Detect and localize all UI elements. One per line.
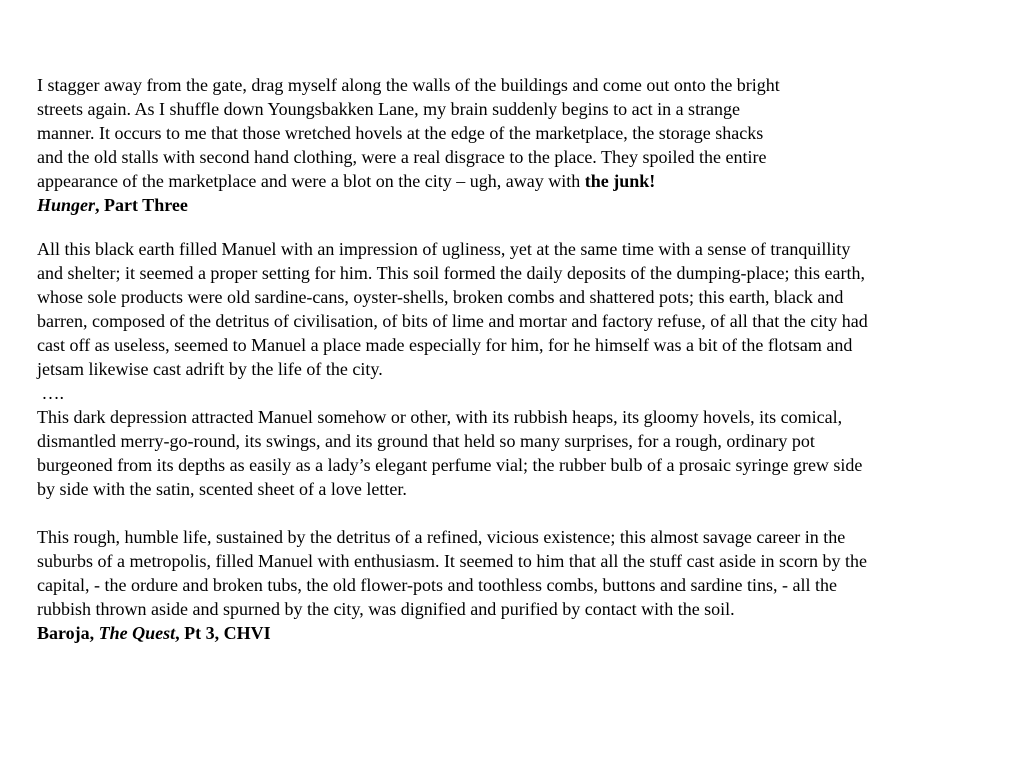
text-line: This dark depression attracted Manuel somehow or other, with its rubbish heaps, its gloomy hovels, its comical, [37,407,843,427]
quest-passage [37,237,868,645]
citation-author: Baroja, [37,623,99,643]
citation-rest: , Part Three [95,195,188,215]
text-line: rubbish thrown aside and spurned by the city, was dignified and purified by contact with the soil. [37,599,735,619]
text-line: and the old stalls with second hand clothing, were a real disgrace to the place. They spoiled the entire [37,147,767,167]
text-line: and shelter; it seemed a proper setting for him. This soil formed the daily deposits of the dumping-place; this earth, [37,263,865,283]
text-line: All this black earth filled Manuel with an impression of ugliness, yet at the same time with a sense of tranquillity [37,239,851,259]
citation-title: Hunger [37,195,96,215]
text-line: This rough, humble life, sustained by the detritus of a refined, vicious existence; this almost savage career in the [37,527,846,547]
emphasis-text: the junk! [584,171,656,191]
text-line: by side with the satin, scented sheet of a love letter. [37,479,407,499]
text-line: whose sole products were old sardine-cans, oyster-shells, broken combs and shattered pots; this earth, black and [37,287,844,307]
text-line: barren, composed of the detritus of civilisation, of bits of lime and mortar and factory refuse, of all that the city had [37,311,868,331]
citation-hunger [37,193,780,217]
text-line: capital, - the ordure and broken tubs, the old flower-pots and toothless combs, buttons and sardine tins, - all the [37,575,837,595]
citation-title: The Quest [98,623,176,643]
text-line: jetsam likewise cast adrift by the life of the city. [37,359,383,379]
citation-quest [37,621,868,645]
text-line: manner. It occurs to me that those wretched hovels at the edge of the marketplace, the storage shacks [37,123,764,143]
text-line: I stagger away from the gate, drag myself along the walls of the buildings and come out onto the bright [37,75,780,95]
blank-line [37,501,868,525]
text-line: suburbs of a metropolis, filled Manuel with enthusiasm. It seemed to him that all the stuff cast aside in scorn by the [37,551,868,571]
ellipsis: …. [37,383,64,403]
citation-rest: , Pt 3, CHVI [175,623,271,643]
text-line [37,169,780,193]
text-line: dismantled merry-go-round, its swings, and its ground that held so many surprises, for a rough, ordinary pot [37,431,815,451]
hunger-passage [37,73,780,217]
text-line: streets again. As I shuffle down Youngsbakken Lane, my brain suddenly begins to act in a strange [37,99,741,119]
text-line: burgeoned from its depths as easily as a lady’s elegant perfume vial; the rubber bulb of a prosaic syringe grew side [37,455,863,475]
text-line: cast off as useless, seemed to Manuel a place made especially for him, for he himself was a bit of the flotsam and [37,335,853,355]
text-segment: appearance of the marketplace and were a blot on the city – ugh, away with [37,171,585,191]
